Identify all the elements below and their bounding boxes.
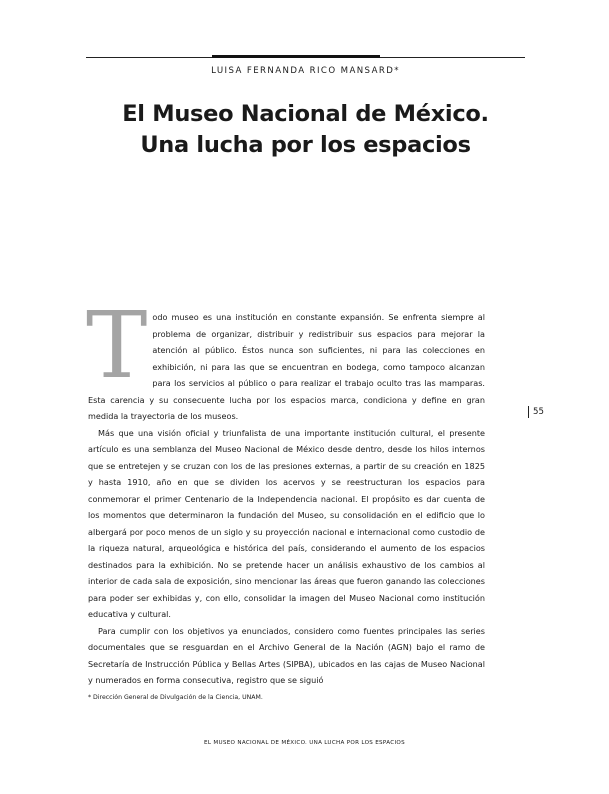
article-title xyxy=(86,99,525,161)
paragraph-2: Más que una visión oficial y triunfalista de una importante institución cultural, el presente artículo es una semblanza del Museo Nacional de México desde dentro, desde los hilos internos que se entretejen y se cruzan con los de las presiones externas, a partir de su creación en 1825 y hasta 1910, año en que se dividen los acervos y se reestructuran los espacios para conmemorar el primer Centenario de la Independencia nacional. El propósito es dar cuenta de los momentos que determinaron la fundación del Museo, su consolidación en el edificio que lo albergará por poco menos de un siglo y su proyección nacional e internacional como custodio de la riqueza natural, arqueológica e histórica del país, considerando el aumento de los espacios destinados para la exhibición. No se pretende hacer un análisis exhaustivo de los cambios al interior de cada sala de exposición, sino mencionar las áreas que fueron ganando las colecciones para poder ser exhibidas y, con ello, consolidar la imagen del Museo Nacional como institución educativa y cultural. xyxy=(88,427,485,619)
header-accent-bar xyxy=(212,55,380,58)
paragraph-3: Para cumplir con los objetivos ya enunciados, considero como fuentes principales las series documentales que se resguardan en el Archivo General de la Nación (AGN) bajo el ramo de Secretaría de Instrucción Pública y Bellas Artes (SIPBA), ubicados en las cajas de Museo Nacional y numerados en forma consecutiva, registro que se siguió xyxy=(88,625,485,685)
title-line-2: Una lucha por los espacios xyxy=(140,132,471,158)
page-number-bar xyxy=(528,406,529,418)
running-footer: EL MUSEO NACIONAL DE MÉXICO. UNA LUCHA POR LOS ESPACIOS xyxy=(204,740,405,746)
article-body xyxy=(86,292,485,689)
author-name: LUISA FERNANDA RICO MANSARD* xyxy=(211,66,400,76)
paragraph-1 xyxy=(86,292,485,425)
paragraph-1-text: odo museo es una institución en constante expansión. Se enfrenta siempre al problema de organizar, distribuir y redistribuir sus espacios para mejorar la atención al público. Éstos nunca son suficientes, ni para las colecciones en exhibición, ni para las que se encuentran en bodega, como tampoco alcanzan para los servicios al público o para realizar el trabajo oculto tras las mamparas. Esta carencia y su consecuente lucha por los espacios marca, condiciona y define en gran medida la trayectoria de los museos. xyxy=(88,312,485,421)
footnote: * Dirección General de Divulgación de la Ciencia, UNAM. xyxy=(88,694,263,701)
page-number: 55 xyxy=(533,407,544,417)
drop-cap: T xyxy=(86,292,148,399)
title-line-1: El Museo Nacional de México. xyxy=(122,101,489,127)
